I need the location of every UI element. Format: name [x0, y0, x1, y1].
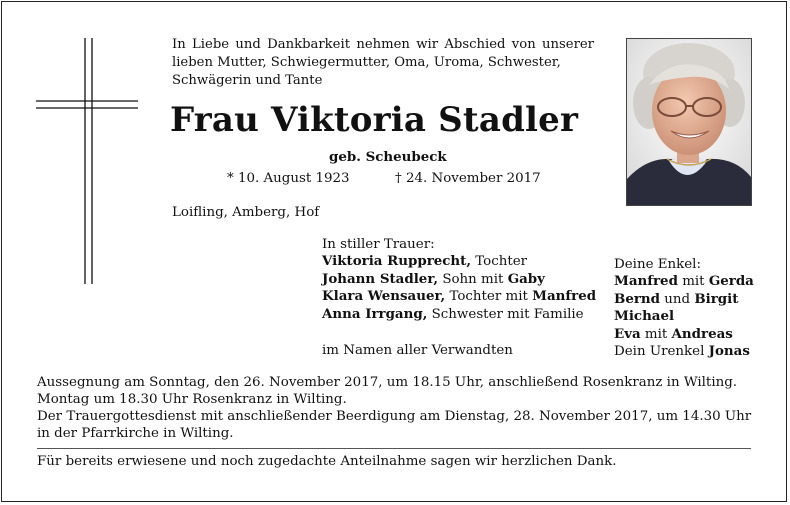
mourner-relation: Schwester mit Familie	[427, 306, 584, 322]
service-line-1: Aussegnung am Sonntag, den 26. November 2017, um 18.15 Uhr, anschließend Rosenkranz in Wilting.	[37, 375, 738, 390]
mourner-name: Klara Wensauer,	[322, 288, 446, 305]
mourner-name: Viktoria Rupprecht,	[322, 253, 472, 270]
portrait-photo	[626, 38, 752, 206]
grandchild-partner: Andreas	[671, 325, 733, 342]
maiden-name: geb. Scheubeck	[329, 149, 447, 165]
grandchild-row	[614, 308, 754, 325]
mourner-name: Johann Stadler,	[322, 270, 439, 287]
cross-icon	[36, 38, 138, 284]
intro-text	[172, 36, 594, 90]
service-line-2: Montag um 18.30 Uhr Rosenkranz in Wilting.	[37, 392, 347, 407]
mourner-relation: Tochter	[471, 254, 528, 270]
grandchildren-heading: Deine Enkel:	[614, 257, 701, 272]
great-grandchild-label: Dein Urenkel	[614, 344, 709, 359]
grandchild-connector: und	[660, 291, 695, 307]
grandchild-row	[614, 291, 754, 308]
thanks-text: Für bereits erwiesene und noch zugedachte Anteilnahme sagen wir herzlichen Dank.	[37, 454, 617, 469]
grandchild-name: Michael	[614, 308, 675, 325]
birth-date: * 10. August 1923	[227, 171, 350, 186]
great-grandchild	[614, 343, 750, 359]
mourner-partner: Manfred	[532, 288, 597, 305]
deceased-name: Frau Viktoria Stadler	[170, 100, 579, 140]
mourners-list	[322, 237, 596, 323]
mourners-heading: In stiller Trauer:	[322, 237, 435, 252]
intro-line-1: In Liebe und Dankbarkeit nehmen wir Abschied von unserer lieben Mutter, Schwiegermutter, Oma, Uroma, Schwester,	[172, 37, 594, 70]
service-details	[37, 374, 759, 442]
grandchild-name: Bernd	[614, 290, 660, 307]
grandchild-partner: Birgit	[694, 290, 739, 307]
service-line-3: Der Trauergottesdienst mit anschließender Beerdigung am Dienstag, 28. November 2017, um 14.30 Uhr in der Pfarrkirche in Wilting.	[37, 409, 752, 441]
grandchild-name: Manfred	[614, 273, 678, 290]
grandchildren-list	[614, 257, 754, 343]
mourner-row	[322, 288, 596, 305]
mourners-footer: im Namen aller Verwandten	[322, 343, 513, 358]
mourner-relation: Sohn mit	[438, 271, 508, 287]
grandchild-row	[614, 273, 754, 290]
great-grandchild-name: Jonas	[708, 343, 750, 359]
mourner-relation: Tochter mit	[445, 289, 533, 305]
mourner-row	[322, 271, 596, 288]
grandchild-connector: mit	[640, 326, 672, 342]
mourner-row	[322, 306, 596, 323]
intro-line-2: Schwägerin und Tante	[172, 73, 323, 88]
grandchild-partner: Gerda	[708, 273, 754, 290]
death-date: † 24. November 2017	[395, 171, 541, 186]
grandchild-connector: mit	[677, 274, 709, 290]
places: Loifling, Amberg, Hof	[172, 205, 320, 220]
divider	[37, 448, 751, 449]
grandchild-name: Eva	[614, 325, 641, 342]
mourner-name: Anna Irrgang,	[322, 305, 428, 322]
mourner-row	[322, 253, 596, 270]
grandchild-row	[614, 326, 754, 343]
mourner-partner: Gaby	[507, 270, 545, 287]
